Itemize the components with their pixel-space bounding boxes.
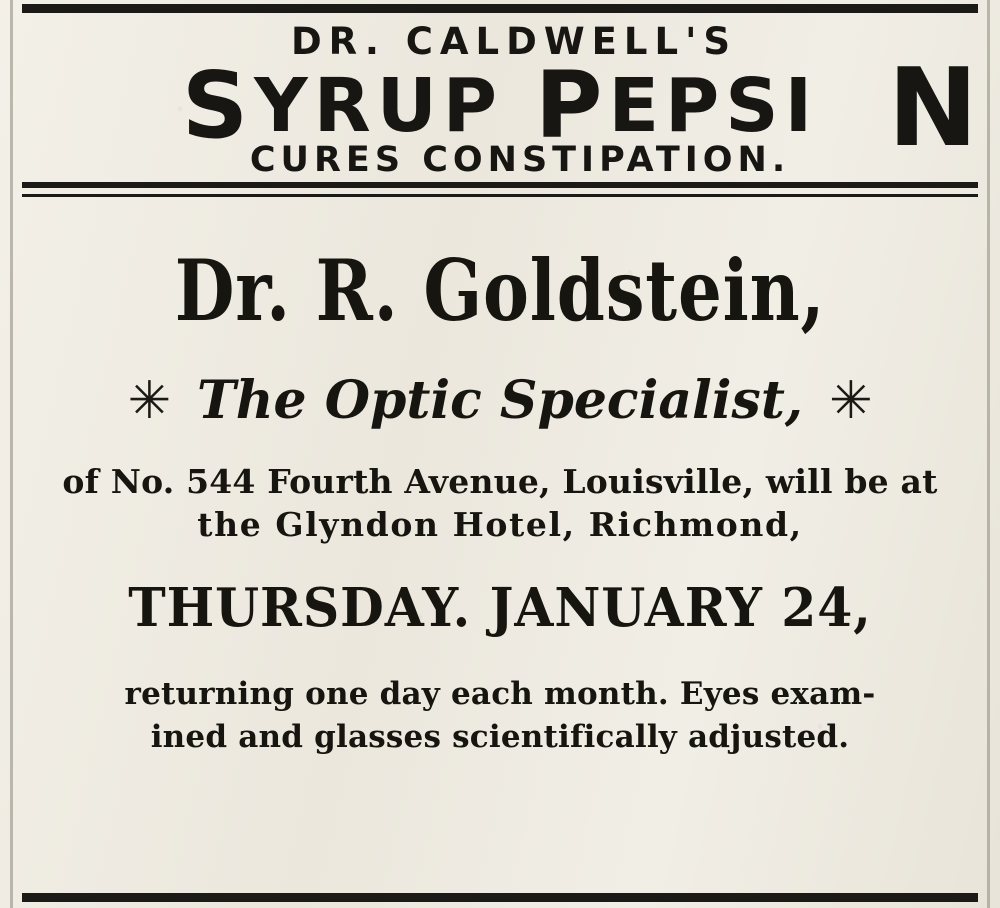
- goldstein-fineprint-line-1: returning one day each month. Eyes exam-: [124, 675, 876, 712]
- pepsin-tagline: CURES CONSTIPATION.: [249, 140, 791, 181]
- pepsin-word-syrup: [181, 52, 504, 159]
- pepsin-product-line: [22, 52, 978, 159]
- goldstein-address: [22, 461, 978, 545]
- pepsin-drop-cap-s: S: [181, 52, 255, 159]
- goldstein-fineprint-line-2: ined and glasses scientifically adjusted.: [150, 718, 850, 755]
- page-inner: [22, 0, 978, 908]
- divider-bottom-thick: [22, 893, 978, 902]
- bottom-divider: [22, 893, 978, 902]
- divider-thick: [22, 4, 978, 13]
- goldstein-address-line-1: of No. 544 Fourth Avenue, Louisville, will be at: [62, 462, 938, 502]
- pepsin-drop-cap-p: P: [535, 52, 609, 159]
- goldstein-subline: The Optic Specialist,: [197, 370, 803, 432]
- goldstein-dateline: THURSDAY. JANUARY 24,: [128, 576, 872, 639]
- goldstein-subline-row: [22, 370, 978, 432]
- column-rule-left: [10, 0, 13, 908]
- pepsin-word-pepsin: [535, 52, 819, 159]
- ad-dr-goldstein: [22, 241, 978, 758]
- divider-medium: [22, 182, 978, 188]
- pepsin-syrup-rest: YRUP: [254, 63, 504, 149]
- goldstein-fineprint: [22, 673, 978, 759]
- pepsin-pepsin-rest: EPSI: [608, 63, 819, 149]
- goldstein-headline: Dr. R. Goldstein,: [174, 241, 826, 341]
- divider-thin: [22, 194, 978, 197]
- goldstein-address-line-2: the Glyndon Hotel, Richmond,: [197, 504, 803, 544]
- middle-divider: [22, 182, 978, 197]
- top-divider: [22, 0, 978, 13]
- ad-syrup-pepsin: [22, 13, 978, 182]
- asterisk-ornament-icon-right: ✳: [828, 371, 873, 432]
- column-rule-right: [987, 0, 990, 908]
- pepsin-trailing-n: N: [887, 46, 978, 171]
- asterisk-ornament-icon: ✳: [127, 371, 172, 432]
- pepsin-brand-line: DR. CALDWELL'S: [290, 20, 738, 63]
